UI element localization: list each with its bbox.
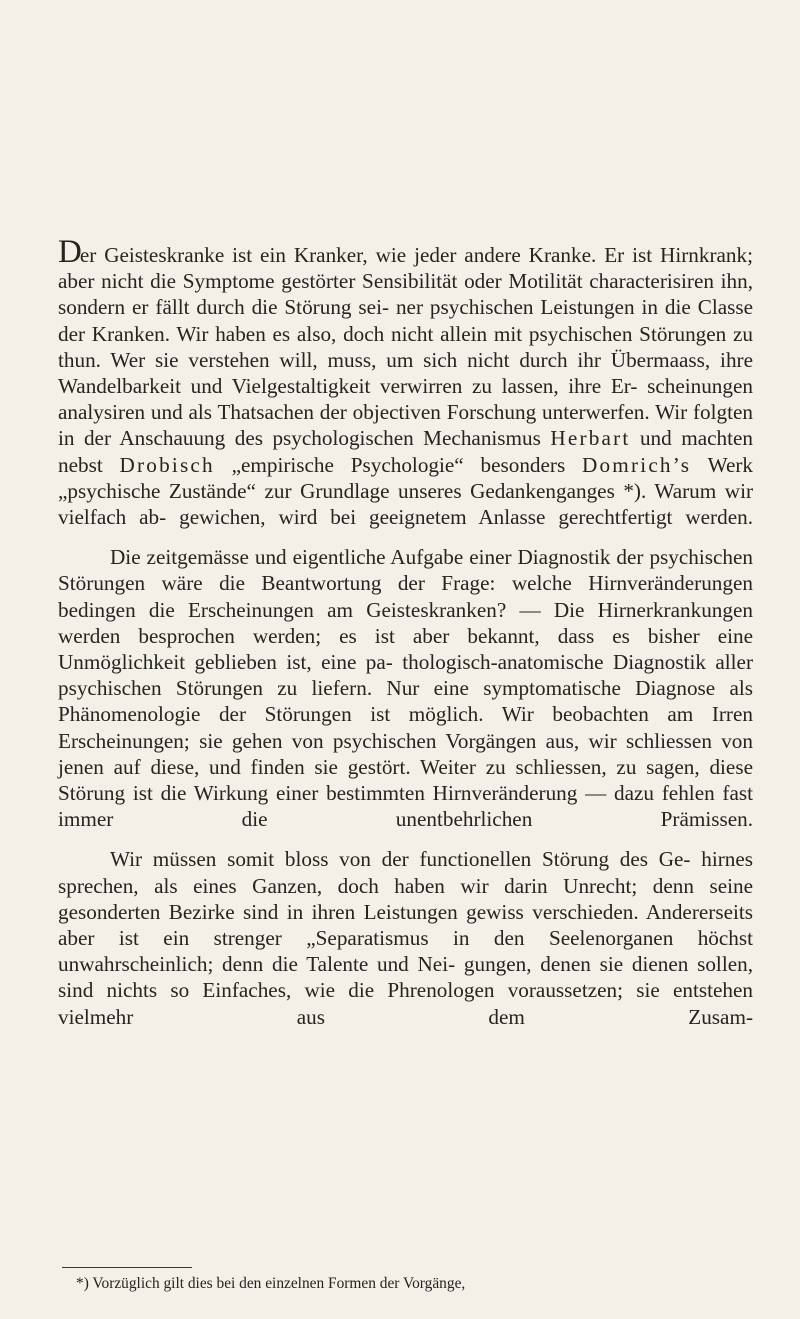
text-line: unterwerfen. Wir folgten in der Anschauung des psychologischen (58, 400, 754, 451)
text-line: gungen, denen sie dienen sollen, sind nichts so Einfaches, wie die (58, 952, 753, 1003)
text-line: hirnes sprechen, als eines Ganzen, doch haben wir darin Unrecht; (58, 847, 753, 898)
author-name-drobisch: Drobisch (119, 452, 215, 477)
text-line: Phrenologen voraussetzen; sie entstehen vielmehr aus dem Zusam- (58, 978, 753, 1029)
text-line: scheinungen analysiren und als Thatsachen der objectiven Forschung (58, 374, 753, 425)
text-line: psychischen Störungen wäre die Beantwortung der Frage: welche (58, 545, 753, 596)
text-line: sie verstehen will, muss, um sich nicht durch ihr Übermaass, ihre (155, 347, 753, 372)
text-line: Hirnveränderungen bedingen die Erscheinungen am Geisteskranken? (58, 571, 753, 622)
footnote-divider (62, 1267, 192, 1268)
text-line: er Geisteskranke ist ein Kranker, wie jeder andere Kranke. Er (79, 243, 625, 267)
text-line: diese Störung ist die Wirkung einer bestimmten Hirnveränderung — (58, 754, 753, 806)
text-line: Wir müssen somit bloss von der functionellen Störung des Ge- (110, 847, 691, 872)
paragraph-1 (58, 234, 754, 530)
text-line: liefern. Nur eine symptomatische Diagnose als Phänomenologie der (58, 676, 754, 727)
paragraph-3 (58, 846, 753, 1029)
text-line: bekannt, dass es bisher eine Unmöglichkeit geblieben ist, eine pa- (58, 623, 754, 675)
drop-cap-letter: D (58, 234, 80, 270)
text-line: ist Hirnkrank; aber nicht die Symptome gestörter Sensibilität oder (58, 243, 754, 294)
text-fragment: „empirische (214, 452, 334, 477)
text-fragment: und machten nebst (58, 426, 753, 477)
text-line: Seelenorganen höchst unwahrscheinlich; denn die Talente und Nei- (58, 926, 754, 977)
text-fragment: Psychologie“ besonders (350, 452, 582, 477)
body-text (58, 234, 754, 1030)
text-line: Wandelbarkeit und Vielgestaltigkeit verwirren zu lassen, ihre Er- (58, 374, 638, 399)
footnote: *) Vorzüglich gilt dies bei den einzelnen Formen der Vorgänge, (76, 1275, 466, 1292)
text-line: verschieden. Andererseits aber ist ein strenger „Separatismus in den (58, 899, 754, 951)
text-line: Motilität characterisiren ihn, sondern er fällt durch die Störung sei- (58, 269, 753, 320)
text-line: gehen von psychischen Vorgängen aus, wir schliessen von jenen (58, 728, 753, 779)
text-line: denn seine gesonderten Bezirke sind in ihren Leistungen gewiss (58, 873, 753, 924)
author-name-herbart: Herbart (550, 426, 631, 451)
text-line: zur Grundlage unseres Gedankenganges *). Warum wir vielfach ab- (58, 478, 754, 530)
text-line: auf diese, und finden sie gestört. Weiter zu schliessen, zu sagen, (113, 754, 700, 779)
text-fragment: Mechanismus (423, 426, 551, 451)
text-line: dazu fehlen fast immer die unentbehrlichen Prämissen. (58, 781, 754, 832)
text-line: — Die Hirnerkrankungen werden besprochen werden; es ist aber (58, 597, 753, 648)
paragraph-2 (58, 544, 753, 832)
text-line: Störungen ist möglich. Wir beobachten am Irren Erscheinungen; sie (58, 702, 753, 753)
text-fragment: Werk „psychische Zustände“ (58, 452, 753, 503)
text-line: ner psychischen Leistungen in die Classe der Kranken. Wir haben (58, 295, 754, 346)
text-line: gewichen, wird bei geeignetem Anlasse gerechtfertigt werden. (179, 505, 753, 530)
text-line: thologisch-anatomische Diagnostik aller psychischen Störungen zu (58, 650, 754, 701)
text-line: Die zeitgemässe und eigentliche Aufgabe einer Diagnostik der (110, 545, 644, 570)
author-name-domrich: Domrich’s (582, 452, 692, 477)
text-line: es also, doch nicht allein mit psychischen Störungen zu thun. Wer (58, 321, 753, 372)
